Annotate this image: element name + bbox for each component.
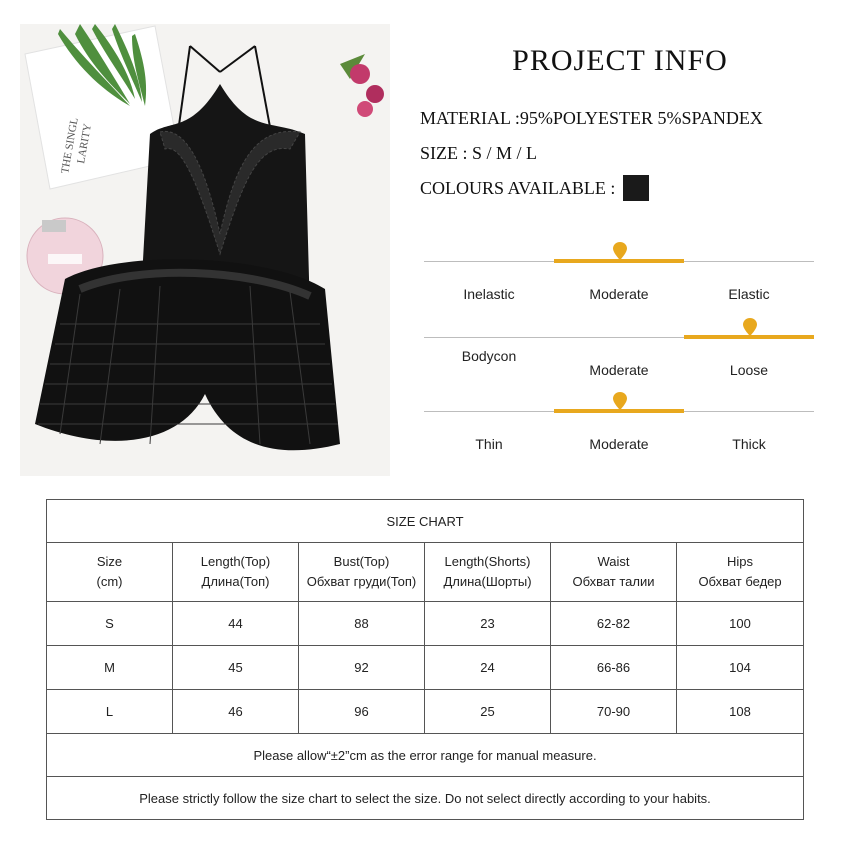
book-text-1: THE SINGL: [59, 116, 81, 175]
header-length-shorts: Length(Shorts) Длина(Шорты): [425, 543, 551, 602]
scale-label-left: Thin: [475, 436, 503, 452]
cell-length-top: 44: [173, 602, 299, 646]
header-row: [47, 543, 804, 602]
header-bust-top: Bust(Top) Обхват груди(Топ): [299, 543, 425, 602]
cell-hips: 108: [677, 690, 804, 734]
header-size: Size (cm): [47, 543, 173, 602]
scale-label-right: Thick: [732, 436, 766, 452]
cell-bust-top: 96: [299, 690, 425, 734]
header-waist: Waist Обхват талии: [551, 543, 677, 602]
table-row: [47, 602, 804, 646]
cell-bust-top: 92: [299, 646, 425, 690]
header-length-top: Length(Top) Длина(Топ): [173, 543, 299, 602]
product-photo: [20, 24, 390, 476]
cell-waist: 62-82: [551, 602, 677, 646]
size-chart-title: SIZE CHART: [47, 500, 804, 543]
colours-line: [420, 177, 649, 203]
size-chart-table: [46, 499, 804, 820]
table-row: [47, 690, 804, 734]
cell-length-top: 45: [173, 646, 299, 690]
size-advice-note: Please strictly follow the size chart to select the size. Do not select directly according to your habits.: [47, 777, 804, 820]
cell-bust-top: 88: [299, 602, 425, 646]
scale-label-left: Bodycon: [461, 348, 517, 364]
fit-scale: [424, 326, 814, 386]
location-pin-icon: [613, 242, 627, 260]
location-pin-icon: [613, 392, 627, 410]
cell-size: S: [47, 602, 173, 646]
scale-label-middle: Moderate: [589, 286, 649, 302]
cell-size: L: [47, 690, 173, 734]
scale-label-right: Loose: [729, 362, 769, 378]
cell-waist: 66-86: [551, 646, 677, 690]
cell-hips: 100: [677, 602, 804, 646]
cell-length-top: 46: [173, 690, 299, 734]
size-line: SIZE : S / M / L: [420, 143, 538, 163]
thickness-scale: [424, 400, 814, 460]
cell-hips: 104: [677, 646, 804, 690]
colour-swatch-black: [623, 175, 649, 201]
cell-waist: 70-90: [551, 690, 677, 734]
material-line: MATERIAL :95%POLYESTER 5%SPANDEX: [420, 108, 763, 128]
elasticity-scale: [424, 250, 814, 310]
cell-size: M: [47, 646, 173, 690]
header-hips: Hips Обхват бедер: [677, 543, 804, 602]
measurement-note: Please allow“±2”cm as the error range for manual measure.: [47, 734, 804, 777]
scale-label-middle: Moderate: [589, 362, 649, 378]
table-row: [47, 646, 804, 690]
scale-label-middle: Moderate: [589, 436, 649, 452]
scale-label-right: Elastic: [728, 286, 770, 302]
cell-length-shorts: 24: [425, 646, 551, 690]
scale-label-left: Inelastic: [463, 286, 515, 302]
colours-label: COLOURS AVAILABLE :: [420, 178, 616, 199]
book-text-2: LARITY: [75, 122, 94, 165]
location-pin-icon: [743, 318, 757, 336]
project-info-title: PROJECT INFO: [512, 44, 728, 77]
product-illustration: [20, 24, 390, 476]
cell-length-shorts: 25: [425, 690, 551, 734]
cell-length-shorts: 23: [425, 602, 551, 646]
